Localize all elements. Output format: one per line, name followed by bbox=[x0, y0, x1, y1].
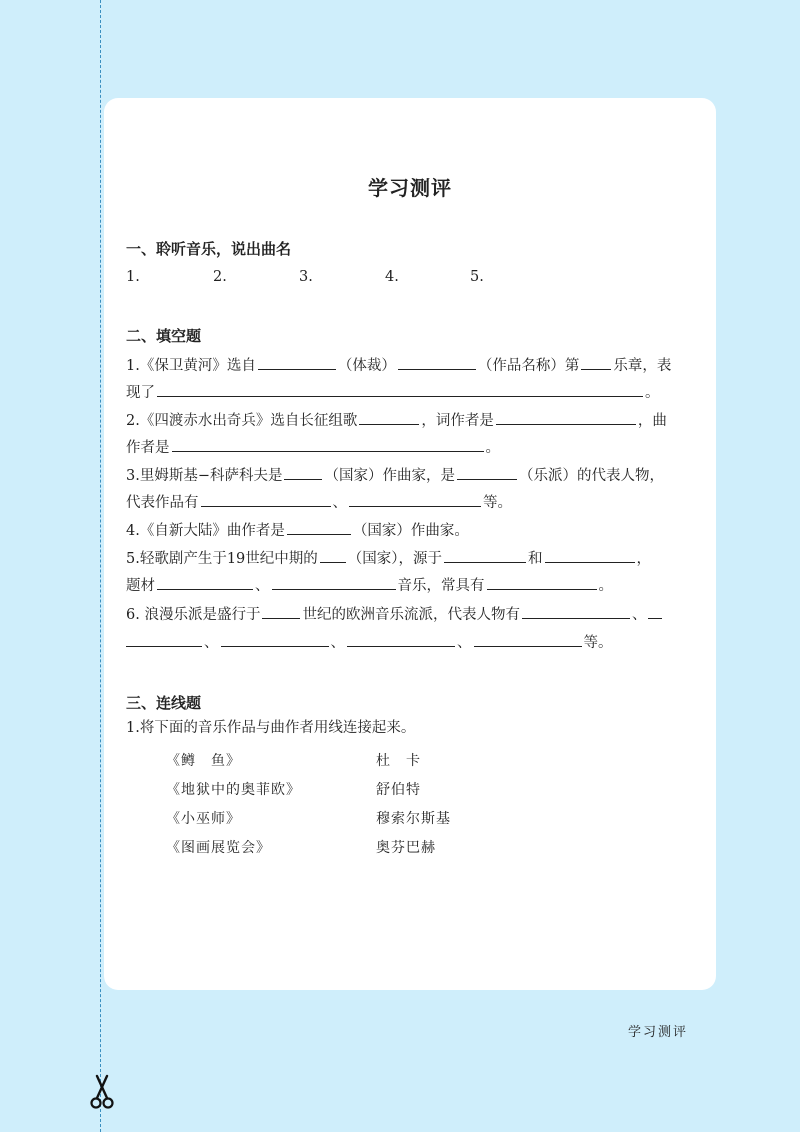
composer-item[interactable]: 穆索尔斯基 bbox=[376, 811, 451, 827]
answer-blank[interactable] bbox=[398, 354, 476, 370]
question-text: （国家）作曲家，是 bbox=[324, 468, 455, 484]
question-text: （国家）作曲家。 bbox=[352, 523, 469, 539]
listening-number: 2. bbox=[213, 269, 227, 285]
question-text: 、 bbox=[631, 607, 647, 623]
answer-blank[interactable] bbox=[284, 464, 322, 480]
answer-blank[interactable] bbox=[349, 491, 481, 507]
question-text: 代表作品有 bbox=[126, 495, 199, 511]
answer-blank[interactable] bbox=[262, 603, 300, 619]
section-3-heading: 三、连线题 bbox=[126, 694, 202, 712]
question-text: 、 bbox=[255, 578, 270, 594]
question-text: 、 bbox=[457, 635, 472, 651]
work-item[interactable]: 《小巫师》 bbox=[166, 811, 241, 827]
question-text: 音乐，常具有 bbox=[397, 578, 485, 594]
question-text: 。 bbox=[485, 440, 500, 456]
listening-number: 3. bbox=[299, 269, 313, 285]
question-text: 、 bbox=[332, 495, 347, 511]
listening-number: 4. bbox=[385, 269, 399, 285]
composer-item[interactable]: 奥芬巴赫 bbox=[376, 840, 436, 856]
question-3-line-2 bbox=[126, 491, 512, 513]
page-footer: 学习测评 bbox=[628, 1025, 689, 1040]
answer-blank[interactable] bbox=[581, 354, 611, 370]
question-text: 等。 bbox=[483, 495, 512, 511]
answer-blank[interactable] bbox=[444, 547, 526, 563]
answer-blank[interactable] bbox=[201, 491, 331, 507]
question-text: 、 bbox=[330, 635, 345, 651]
question-text: ，曲 bbox=[637, 413, 667, 429]
question-2-line-2 bbox=[126, 436, 500, 458]
scissors-icon bbox=[89, 1074, 115, 1110]
question-text: （作品名称）第 bbox=[477, 358, 580, 374]
question-text: 、 bbox=[204, 635, 219, 651]
answer-blank[interactable] bbox=[648, 603, 662, 619]
answer-blank[interactable] bbox=[487, 574, 597, 590]
question-text: 5.轻歌剧产生于19世纪中期的 bbox=[126, 551, 318, 567]
question-text: （体裁） bbox=[337, 358, 396, 374]
question-text: 世纪的欧洲音乐流派，代表人物有 bbox=[302, 607, 520, 623]
question-5-line-2 bbox=[126, 574, 613, 596]
question-text: 6. 浪漫乐派是盛行于 bbox=[126, 607, 261, 623]
question-3-line-1 bbox=[126, 464, 664, 486]
answer-blank[interactable] bbox=[221, 631, 329, 647]
question-text: （乐派）的代表人物， bbox=[518, 468, 664, 484]
answer-blank[interactable] bbox=[172, 436, 484, 452]
question-text: 2.《四渡赤水出奇兵》选自长征组歌 bbox=[126, 413, 358, 429]
question-1-line-2 bbox=[126, 381, 660, 403]
question-4-line bbox=[126, 519, 469, 541]
question-text: 题材 bbox=[126, 578, 155, 594]
question-text: 1.《保卫黄河》选自 bbox=[126, 358, 256, 374]
section-2-heading: 二、填空题 bbox=[126, 327, 202, 345]
question-6-line-2 bbox=[126, 631, 613, 653]
question-text: 。 bbox=[598, 578, 613, 594]
question-text: 作者是 bbox=[126, 440, 170, 456]
answer-blank[interactable] bbox=[522, 603, 630, 619]
question-text: 。 bbox=[645, 385, 660, 401]
answer-blank[interactable] bbox=[157, 574, 253, 590]
work-item[interactable]: 《图画展览会》 bbox=[166, 840, 271, 856]
work-item[interactable]: 《鳟 鱼》 bbox=[166, 753, 241, 769]
question-1-line-1 bbox=[126, 354, 671, 376]
answer-blank[interactable] bbox=[287, 519, 351, 535]
composer-item[interactable]: 杜 卡 bbox=[376, 753, 421, 769]
answer-blank[interactable] bbox=[157, 381, 643, 397]
question-text: ，词作者是 bbox=[421, 413, 494, 429]
answer-blank[interactable] bbox=[347, 631, 455, 647]
page-title: 学习测评 bbox=[368, 176, 452, 200]
answer-blank[interactable] bbox=[545, 547, 635, 563]
listening-number: 5. bbox=[470, 269, 484, 285]
quiz-card bbox=[104, 98, 716, 990]
answer-blank[interactable] bbox=[457, 464, 517, 480]
question-text: 4.《自新大陆》曲作者是 bbox=[126, 523, 285, 539]
question-text: （国家），源于 bbox=[347, 551, 443, 567]
answer-blank[interactable] bbox=[359, 409, 419, 425]
question-text: 3.里姆斯基−科萨科夫是 bbox=[126, 468, 283, 484]
answer-blank[interactable] bbox=[474, 631, 582, 647]
work-item[interactable]: 《地狱中的奥菲欧》 bbox=[166, 782, 301, 798]
question-text: 和 bbox=[528, 551, 543, 567]
question-text: 现了 bbox=[126, 385, 155, 401]
cut-line bbox=[100, 0, 101, 1132]
answer-blank[interactable] bbox=[272, 574, 396, 590]
answer-blank[interactable] bbox=[320, 547, 346, 563]
question-text: ， bbox=[636, 551, 652, 567]
composer-item[interactable]: 舒伯特 bbox=[376, 782, 421, 798]
section-1-heading: 一、聆听音乐，说出曲名 bbox=[126, 240, 292, 258]
answer-blank[interactable] bbox=[258, 354, 336, 370]
question-text: 乐章，表 bbox=[613, 358, 672, 374]
question-text: 等。 bbox=[583, 635, 613, 651]
question-5-line-1 bbox=[126, 547, 651, 569]
answer-blank[interactable] bbox=[496, 409, 636, 425]
question-6-line-1 bbox=[126, 603, 664, 625]
listening-number: 1. bbox=[126, 269, 140, 285]
answer-blank[interactable] bbox=[126, 631, 202, 647]
question-2-line-1 bbox=[126, 409, 667, 431]
matching-instruction: 1.将下面的音乐作品与曲作者用线连接起来。 bbox=[126, 720, 416, 736]
